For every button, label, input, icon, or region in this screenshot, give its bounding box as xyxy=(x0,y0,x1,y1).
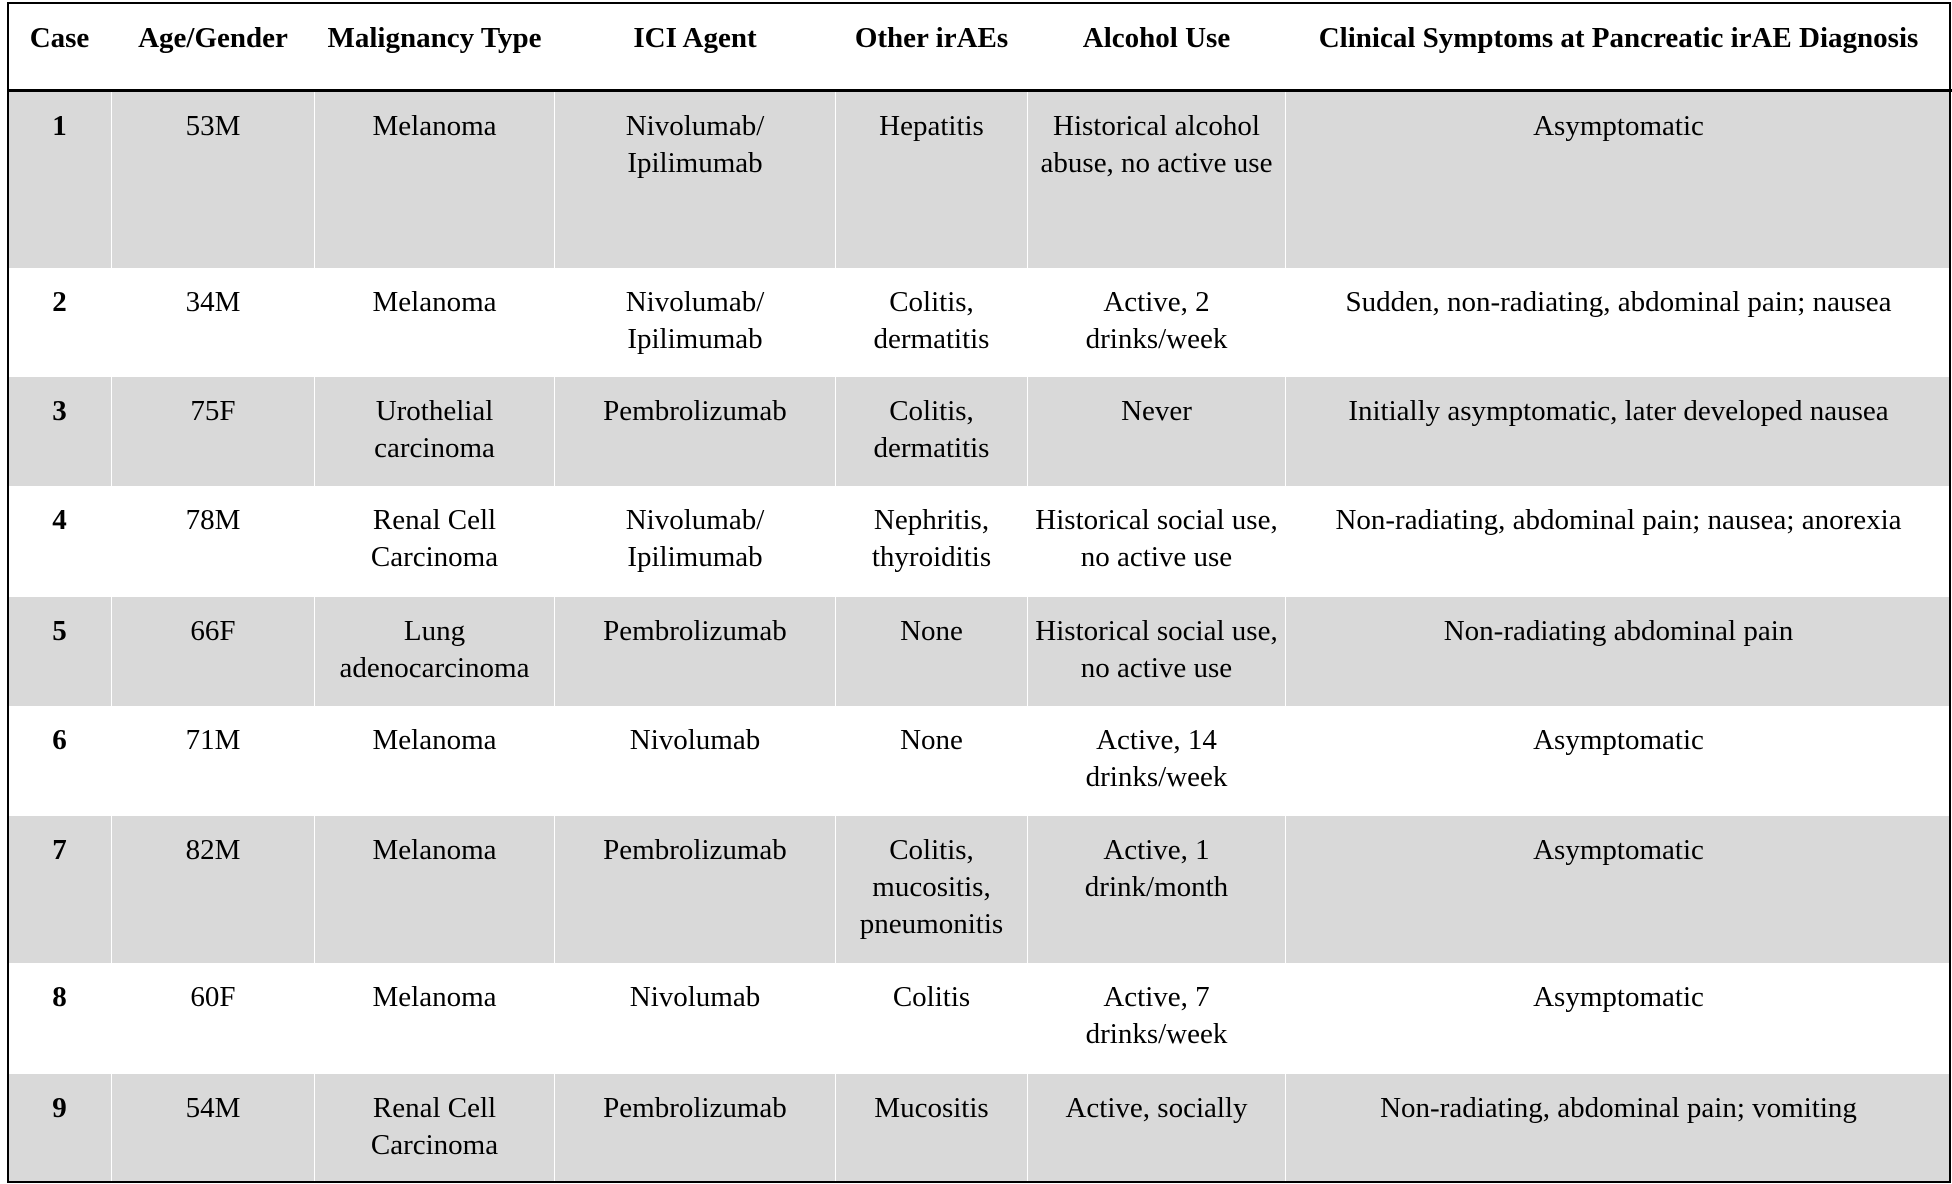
other-iraes-cell: Nephritis, thyroiditis xyxy=(836,486,1028,596)
symptoms-cell: Non-radiating, abdominal pain; vomiting xyxy=(1286,1074,1952,1183)
symptoms-cell: Sudden, non-radiating, abdominal pain; nausea xyxy=(1286,268,1952,377)
ici-agent-cell: Pembrolizumab xyxy=(555,377,836,486)
age-gender-cell: 71M xyxy=(112,706,315,816)
header-row xyxy=(8,2,1952,90)
other-iraes-cell: Colitis, dermatitis xyxy=(836,377,1028,486)
alcohol-use-cell: Active, 14 drinks/week xyxy=(1028,706,1286,816)
ici-agent-cell: Pembrolizumab xyxy=(555,597,836,706)
age-gender-cell: 75F xyxy=(112,377,315,486)
malignancy-cell: Melanoma xyxy=(315,963,555,1073)
ici-agent-cell: Nivolumab xyxy=(555,963,836,1073)
malignancy-cell: Lung adenocarcinoma xyxy=(315,597,555,706)
alcohol-use-cell: Active, 2 drinks/week xyxy=(1028,268,1286,377)
case-number: 7 xyxy=(8,816,112,963)
age-gender-cell: 66F xyxy=(112,597,315,706)
case-number: 2 xyxy=(8,268,112,377)
malignancy-cell: Renal Cell Carcinoma xyxy=(315,1074,555,1183)
alcohol-use-cell: Historical alcohol abuse, no active use xyxy=(1028,90,1286,268)
malignancy-cell: Melanoma xyxy=(315,90,555,268)
case-number: 9 xyxy=(8,1074,112,1183)
header-alcohol-use: Alcohol Use xyxy=(1028,2,1286,90)
age-gender-cell: 78M xyxy=(112,486,315,596)
ici-agent-cell: Pembrolizumab xyxy=(555,816,836,963)
header-age-gender: Age/Gender xyxy=(112,2,315,90)
age-gender-cell: 34M xyxy=(112,268,315,377)
malignancy-cell: Melanoma xyxy=(315,816,555,963)
symptoms-cell: Asymptomatic xyxy=(1286,816,1952,963)
other-iraes-cell: None xyxy=(836,706,1028,816)
case-number: 6 xyxy=(8,706,112,816)
malignancy-cell: Renal Cell Carcinoma xyxy=(315,486,555,596)
other-iraes-cell: Colitis, dermatitis xyxy=(836,268,1028,377)
symptoms-cell: Non-radiating abdominal pain xyxy=(1286,597,1952,706)
table-row xyxy=(8,706,1952,816)
age-gender-cell: 53M xyxy=(112,90,315,268)
age-gender-cell: 54M xyxy=(112,1074,315,1183)
alcohol-use-cell: Active, 1 drink/month xyxy=(1028,816,1286,963)
malignancy-cell: Melanoma xyxy=(315,268,555,377)
symptoms-cell: Initially asymptomatic, later developed nausea xyxy=(1286,377,1952,486)
table-row xyxy=(8,377,1952,486)
ici-agent-cell: Nivolumab/ Ipilimumab xyxy=(555,486,836,596)
case-number: 1 xyxy=(8,90,112,268)
other-iraes-cell: Colitis xyxy=(836,963,1028,1073)
case-number: 3 xyxy=(8,377,112,486)
table-row xyxy=(8,963,1952,1073)
other-iraes-cell: None xyxy=(836,597,1028,706)
other-iraes-cell: Mucositis xyxy=(836,1074,1028,1183)
symptoms-cell: Asymptomatic xyxy=(1286,706,1952,816)
alcohol-use-cell: Active, 7 drinks/week xyxy=(1028,963,1286,1073)
table-row xyxy=(8,90,1952,268)
symptoms-cell: Non-radiating, abdominal pain; nausea; anorexia xyxy=(1286,486,1952,596)
ici-agent-cell: Nivolumab/ Ipilimumab xyxy=(555,90,836,268)
case-number: 8 xyxy=(8,963,112,1073)
ici-agent-cell: Pembrolizumab xyxy=(555,1074,836,1183)
symptoms-cell: Asymptomatic xyxy=(1286,90,1952,268)
ici-agent-cell: Nivolumab xyxy=(555,706,836,816)
symptoms-cell: Asymptomatic xyxy=(1286,963,1952,1073)
table-row xyxy=(8,486,1952,596)
malignancy-cell: Melanoma xyxy=(315,706,555,816)
other-iraes-cell: Hepatitis xyxy=(836,90,1028,268)
age-gender-cell: 60F xyxy=(112,963,315,1073)
alcohol-use-cell: Historical social use, no active use xyxy=(1028,597,1286,706)
alcohol-use-cell: Historical social use, no active use xyxy=(1028,486,1286,596)
case-number: 5 xyxy=(8,597,112,706)
other-iraes-cell: Colitis, mucositis, pneumonitis xyxy=(836,816,1028,963)
alcohol-use-cell: Active, socially xyxy=(1028,1074,1286,1183)
header-case: Case xyxy=(8,2,112,90)
malignancy-cell: Urothelial carcinoma xyxy=(315,377,555,486)
age-gender-cell: 82M xyxy=(112,816,315,963)
header-clinical-symptoms: Clinical Symptoms at Pancreatic irAE Diagnosis xyxy=(1286,2,1952,90)
ici-agent-cell: Nivolumab/ Ipilimumab xyxy=(555,268,836,377)
alcohol-use-cell: Never xyxy=(1028,377,1286,486)
header-malignancy-type: Malignancy Type xyxy=(315,2,555,90)
table-row xyxy=(8,816,1952,963)
header-other-iraes: Other irAEs xyxy=(836,2,1028,90)
case-number: 4 xyxy=(8,486,112,596)
table-row xyxy=(8,268,1952,377)
case-table xyxy=(7,2,1952,1183)
header-ici-agent: ICI Agent xyxy=(555,2,836,90)
table-row xyxy=(8,597,1952,706)
table-row xyxy=(8,1074,1952,1183)
